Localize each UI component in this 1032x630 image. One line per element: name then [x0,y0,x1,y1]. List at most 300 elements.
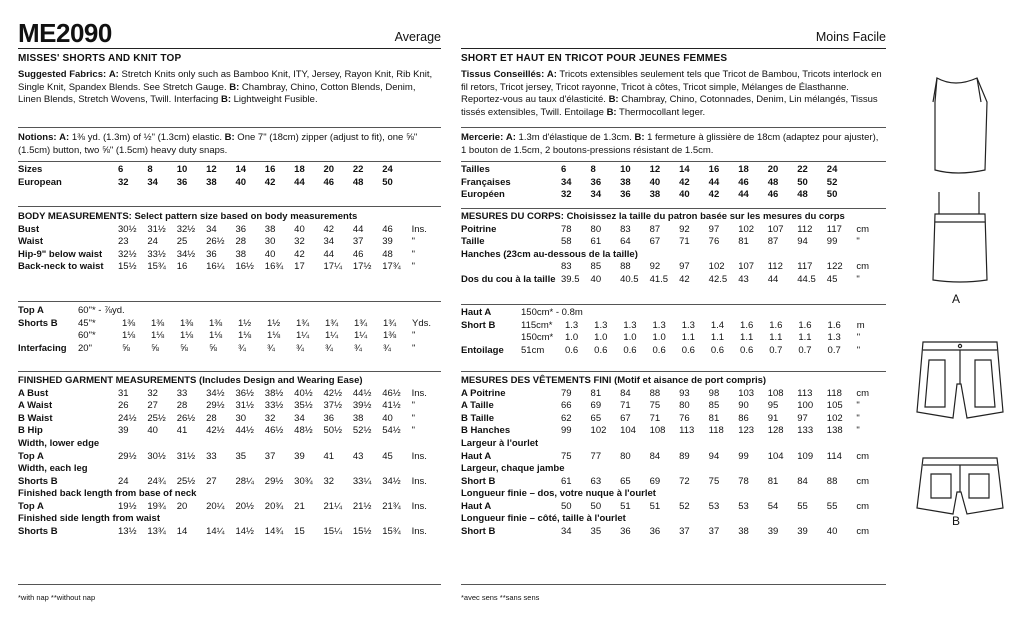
table-cell: 48 [352,176,364,188]
sizes-table-fr [461,164,886,202]
table-cell: 34½ [176,248,196,260]
table-cell: 6 [118,164,124,176]
table-cell: 53 [738,500,749,512]
table-cell: 99 [561,425,572,437]
table-cell: 1.0 [623,332,637,344]
table-cell: 42.5 [708,273,728,285]
table-cell: 51 [649,500,661,512]
table-row [461,513,886,526]
table-cell [353,438,382,451]
table-cell: 21¾ [382,500,401,512]
table-cell: 28 [176,400,188,412]
table-cell: 36 [649,526,661,538]
header-rule [18,48,441,66]
table-cell [265,513,294,526]
table-cell [650,438,680,451]
table-cell: 109 [797,450,814,462]
table-cell [383,305,412,318]
table-row [461,320,886,333]
table-row [18,388,441,401]
table-cell: 92 [679,223,690,235]
table-cell: 87 [767,236,779,248]
table-cell: 44 [708,176,720,188]
table-cell: 46½ [382,387,401,399]
table-cell: 20¾ [264,500,284,512]
divider [18,584,441,585]
table-cell [177,438,206,451]
table-cell: 1¼ [354,330,368,342]
table-cell: 33 [176,387,188,399]
table-cell: 1¾ [383,317,397,329]
table-cell: 1¾ [354,317,368,329]
table-cell [828,307,857,320]
divider [461,161,886,162]
table-cell [296,305,325,318]
table-cell: 95 [767,400,779,412]
table-cell: 0.7 [798,344,812,356]
table-cell: 115cm* [521,319,553,331]
table-cell: 44.5 [797,273,816,285]
table-row [461,189,886,202]
table-cell: 19½ [118,500,137,512]
divider [461,371,886,372]
table-cell: 0.6 [681,344,695,356]
table-cell [856,488,886,501]
row-label: A Waist [18,400,53,412]
table-cell: 1⅛ [151,330,165,342]
footnote-fr: *avec sens **sans sens [461,593,540,602]
table-row [461,526,886,539]
table-cell: 25½ [176,475,196,487]
row-label: Top A [18,500,44,512]
table-cell: 10 [620,164,631,176]
table-cell: 87 [649,223,661,235]
table-cell [177,463,206,476]
table-cell: 20½ [235,500,254,512]
table-cell: 72 [679,475,690,487]
table-cell: 34½ [382,475,401,487]
divider [18,206,441,207]
table-cell: 71 [649,412,661,424]
table-cell: 77 [590,450,602,462]
table-cell [653,307,682,320]
table-cell: 114 [826,450,842,462]
table-cell: 34 [294,412,305,424]
table-cell: 45"* [78,317,96,329]
table-row [461,501,886,514]
row-label: Européen [461,189,505,201]
table-row [18,476,441,489]
table-cell: 31½ [147,223,166,235]
table-cell: 36 [235,223,247,235]
table-cell: 16½ [235,261,254,273]
notions-text-fr [461,132,886,157]
table-cell: " [411,412,415,424]
table-cell: 48 [797,189,808,201]
table-cell: 0.6 [652,344,666,356]
table-cell [235,488,264,501]
table-cell: 44½ [235,425,254,437]
table-cell: 0.6 [565,344,579,356]
table-cell: 25 [176,236,188,248]
table-cell: 45 [826,273,838,285]
table-cell: 1½ [238,317,252,329]
table-cell [235,438,264,451]
table-cell: 1.4 [710,319,725,331]
table-cell [738,463,768,476]
table-cell: 41 [176,425,188,437]
table-cell [827,249,857,262]
table-cell: 1⅜ [209,317,223,329]
table-cell [353,463,382,476]
table-cell: 102 [826,412,843,424]
table-cell [709,249,739,262]
table-cell: 71 [679,236,690,248]
table-cell: 27 [206,475,217,487]
table-cell [768,249,798,262]
table-cell: 38 [738,526,749,538]
table-cell: 150cm* - 0.8m [521,307,583,319]
table-cell: cm [856,223,869,235]
table-cell [650,463,680,476]
table-cell: 0.6 [594,344,608,356]
table-cell: Ins. [411,526,427,538]
table-cell: 24 [147,236,158,248]
table-cell [856,189,886,202]
table-cell: ¾ [238,342,246,354]
table-cell: m [856,319,865,331]
table-cell: 16 [264,164,276,176]
table-cell [797,488,827,501]
table-cell [561,463,591,476]
table-cell [827,438,857,451]
table-cell [235,513,264,526]
table-cell: 29½ [264,475,284,487]
table-row [18,438,441,451]
table-cell: 91 [767,412,779,424]
table-cell [768,513,798,526]
table-cell: 69 [590,400,602,412]
table-cell [265,488,294,501]
table-cell [267,305,296,318]
table-cell: 40 [826,526,838,538]
table-cell: 39½ [352,400,372,412]
table-cell: 42 [679,176,690,188]
table-cell: " [856,412,860,424]
divider [18,371,441,372]
table-cell: 117 [797,261,813,273]
table-cell: 102 [590,425,607,437]
table-cell [679,463,709,476]
table-cell: 23 [118,236,129,248]
table-cell: 15¾ [147,261,166,273]
row-label [18,330,78,343]
table-cell: 40 [294,223,305,235]
table-cell: 71 [620,400,631,412]
table-cell [151,305,180,318]
row-label: Longueur finie – côté, taille à l'ourlet [461,513,626,525]
table-cell: 26½ [176,412,196,424]
table-cell: 28 [235,236,247,248]
table-cell: 113 [679,425,695,437]
table-cell [768,438,798,451]
notions-paragraph-fr: Mercerie: A: 1.3m d'élastique de 1.3cm. B: 1 fermeture à glissière de 18cm (adaptez pour ajuster), 1 bouton de 1.5cm, 2 boutons-pressions résistant de 1.5cm. [461,132,879,156]
table-cell: 34 [206,223,217,235]
table-cell [738,488,768,501]
row-label [461,332,521,345]
table-cell: 42½ [206,425,225,437]
row-label: B Hanches [461,425,511,437]
table-cell: 97 [679,261,690,273]
table-cell [382,463,411,476]
table-cell: 42 [679,273,690,285]
table-cell: 88 [826,475,838,487]
notions-paragraph: Notions: A: 1⅜ yd. (1.3m) of ½" (1.3cm) elastic. B: One 7" (18cm) zipper (adjust to fit), one ⅝" (1.5cm) button, two ⅝" (1.5cm) heavy duty snaps. [18,132,418,156]
finished-measurements-fr [461,375,886,539]
table-cell: 41.5 [649,273,669,285]
table-cell: " [856,273,860,285]
table-cell [738,513,768,526]
table-cell [412,463,441,476]
table-cell: 42 [323,223,335,235]
table-cell: 32 [294,236,305,248]
table-cell: 34 [561,176,572,188]
table-cell: cm [856,261,869,273]
table-cell: 33 [206,450,217,462]
row-label: Haut A [461,500,492,512]
table-cell [650,249,680,262]
table-cell [827,513,857,526]
table-row [461,425,886,438]
table-cell: 1.0 [652,332,666,344]
table-cell [122,305,151,318]
body-measurements-title-fr: MESURES DU CORPS: Choisissez la taille du patron basée sur les mesures du corps [461,211,845,222]
table-cell [620,438,650,451]
table-cell: 15¼ [323,526,343,538]
row-label: Shorts B [18,526,58,538]
table-cell: 107 [767,223,784,235]
table-cell: 75 [649,400,661,412]
table-cell: 48 [767,176,779,188]
table-cell: 0.7 [827,344,841,356]
table-cell: 1.3 [594,319,608,331]
table-cell: 17 [294,261,305,273]
table-cell: 1.0 [594,332,608,344]
table-cell: 60"* - ⅞yd. [78,305,125,317]
table-cell: 52½ [352,425,372,437]
table-cell: ¾ [267,342,275,354]
table-cell: 1¼ [296,330,310,342]
table-cell: 40 [235,176,247,188]
table-cell: 128 [767,425,784,437]
table-cell: 37 [679,526,690,538]
table-cell [265,463,294,476]
table-cell: 24 [826,164,838,176]
table-cell: 1⅛ [238,330,252,342]
table-cell [412,438,441,451]
table-cell: Ins. [411,475,427,487]
table-cell: 75 [561,450,572,462]
table-cell: 36 [206,248,217,260]
table-cell: 39 [382,236,393,248]
table-cell: 1.3 [652,319,666,331]
table-cell: 16¾ [264,261,284,273]
table-cell: 42 [264,176,276,188]
table-cell: 80 [679,400,690,412]
table-cell: 37 [264,450,276,462]
table-cell: 14 [176,526,188,538]
table-cell: 24 [118,475,129,487]
table-cell: 13½ [118,526,137,538]
table-cell: 31 [118,387,129,399]
table-cell [382,438,411,451]
table-cell: 40 [679,189,690,201]
table-cell: 12 [649,164,661,176]
table-cell: 1.1 [769,332,783,344]
table-row [461,274,886,287]
table-cell: 97 [797,412,808,424]
table-cell [591,463,621,476]
table-cell: 34 [147,176,158,188]
shorts-b-back-drawing [917,458,1003,514]
table-cell [324,513,353,526]
table-cell [180,305,209,318]
table-cell: 36 [590,176,602,188]
table-cell [235,463,264,476]
row-label: A Taille [461,400,494,412]
table-cell: ¾ [325,342,333,354]
table-cell [294,513,323,526]
table-cell: 67 [649,236,661,248]
table-cell [797,249,827,262]
table-cell: 1⅛ [209,330,223,342]
pattern-title-fr: SHORT ET HAUT EN TRICOT POUR JEUNES FEMMES [461,53,728,64]
table-cell: 118 [708,425,724,437]
table-cell: Yds. [412,317,432,329]
table-cell [797,513,827,526]
table-cell: " [411,425,415,437]
table-cell: 26 [118,400,129,412]
table-cell [147,463,176,476]
table-cell: 1.0 [565,332,579,344]
table-cell: 25½ [147,412,166,424]
table-cell: 14½ [235,526,254,538]
table-cell: 0.6 [623,344,637,356]
table-cell: 79 [561,387,572,399]
table-cell: 94 [797,236,808,248]
table-cell: 62 [561,412,572,424]
table-cell: 20" [78,342,92,354]
table-cell: ¾ [383,342,391,354]
table-cell: 16 [176,261,188,273]
table-cell: 20 [323,164,335,176]
table-cell: 29½ [206,400,225,412]
table-cell: 39 [118,425,129,437]
table-cell: 16¼ [206,261,225,273]
table-cell: 92 [649,261,661,273]
table-cell: 1.1 [681,332,695,344]
divider [18,161,441,162]
table-cell [354,305,383,318]
table-cell: 1.6 [740,319,754,331]
table-cell: 30½ [147,450,166,462]
table-cell: 50½ [323,425,343,437]
table-cell: cm [856,500,869,512]
table-cell: 90 [738,400,749,412]
table-cell: 17¼ [323,261,343,273]
table-cell: 40 [264,248,276,260]
shorts-b-front-drawing [917,342,1003,418]
table-cell: 21¼ [323,500,343,512]
table-cell: 0.6 [740,344,754,356]
yardage-table-fr [461,307,886,357]
table-cell: 105 [826,400,843,412]
table-cell: " [411,400,415,412]
fabrics-paragraph-fr: Tissus Conseillés: A: Tricots extensibles seulement tels que Tricot de Bambou, Tricots interlock en fil retors, Tricot jersey, Tricot rayonne, Tricot à côtes, Tricot simple, Mélanges de Élasthanne. Reportez-vous au taux d'élasticité. B: Chambray, Chino, Cotonnades, Denim, Lin mélangés, Tissus tissés extensibles, Twill. Entoilage B: Thermocollant leger. [461,69,882,118]
table-cell: 58 [561,236,572,248]
fabrics-text [18,69,441,107]
row-label: Hanches (23cm au-dessous de la taille) [461,248,638,260]
table-cell: 46 [382,223,393,235]
table-cell: 52 [826,176,838,188]
table-cell: 34 [323,236,335,248]
table-cell: 44 [767,273,779,285]
table-cell: 17¾ [382,261,401,273]
body-measurements-fr [461,211,886,286]
table-cell: 81 [738,236,749,248]
table-cell: 36 [176,176,188,188]
table-cell [798,307,827,320]
table-cell: 1⅜ [383,330,397,342]
header-rule [461,48,886,66]
sizes-table [18,164,441,189]
table-cell: 97 [708,223,720,235]
table-cell: 55 [797,500,808,512]
table-cell: 43 [352,450,364,462]
table-cell: 122 [826,261,843,273]
table-row [18,164,441,177]
table-cell [679,513,709,526]
figure-a-label: A [952,292,961,306]
table-cell [797,438,827,451]
table-cell: cm [856,387,869,399]
table-cell: 75 [708,475,720,487]
table-cell: 40 [590,273,602,285]
table-cell: 1.3 [827,332,841,344]
table-cell: 35½ [294,400,313,412]
table-row [18,463,441,476]
table-cell: 44 [323,248,335,260]
row-label: Shorts B [18,475,58,487]
table-cell: 14 [679,164,690,176]
table-cell: 36 [323,412,335,424]
table-cell: " [411,236,415,248]
table-cell: 30 [264,236,276,248]
table-cell [827,463,857,476]
table-cell: 42 [708,189,720,201]
table-cell: 133 [797,425,814,437]
table-cell: 1.3 [623,319,637,331]
row-label: Width, each leg [18,463,88,475]
table-cell: 108 [767,387,784,399]
row-label: Entoilage [461,344,504,356]
table-cell: 55 [826,500,838,512]
row-label: Hip-9" below waist [18,248,103,260]
table-cell: 17½ [352,261,372,273]
table-cell [591,438,621,451]
table-cell: 33¼ [352,475,372,487]
table-cell: 67 [620,412,631,424]
